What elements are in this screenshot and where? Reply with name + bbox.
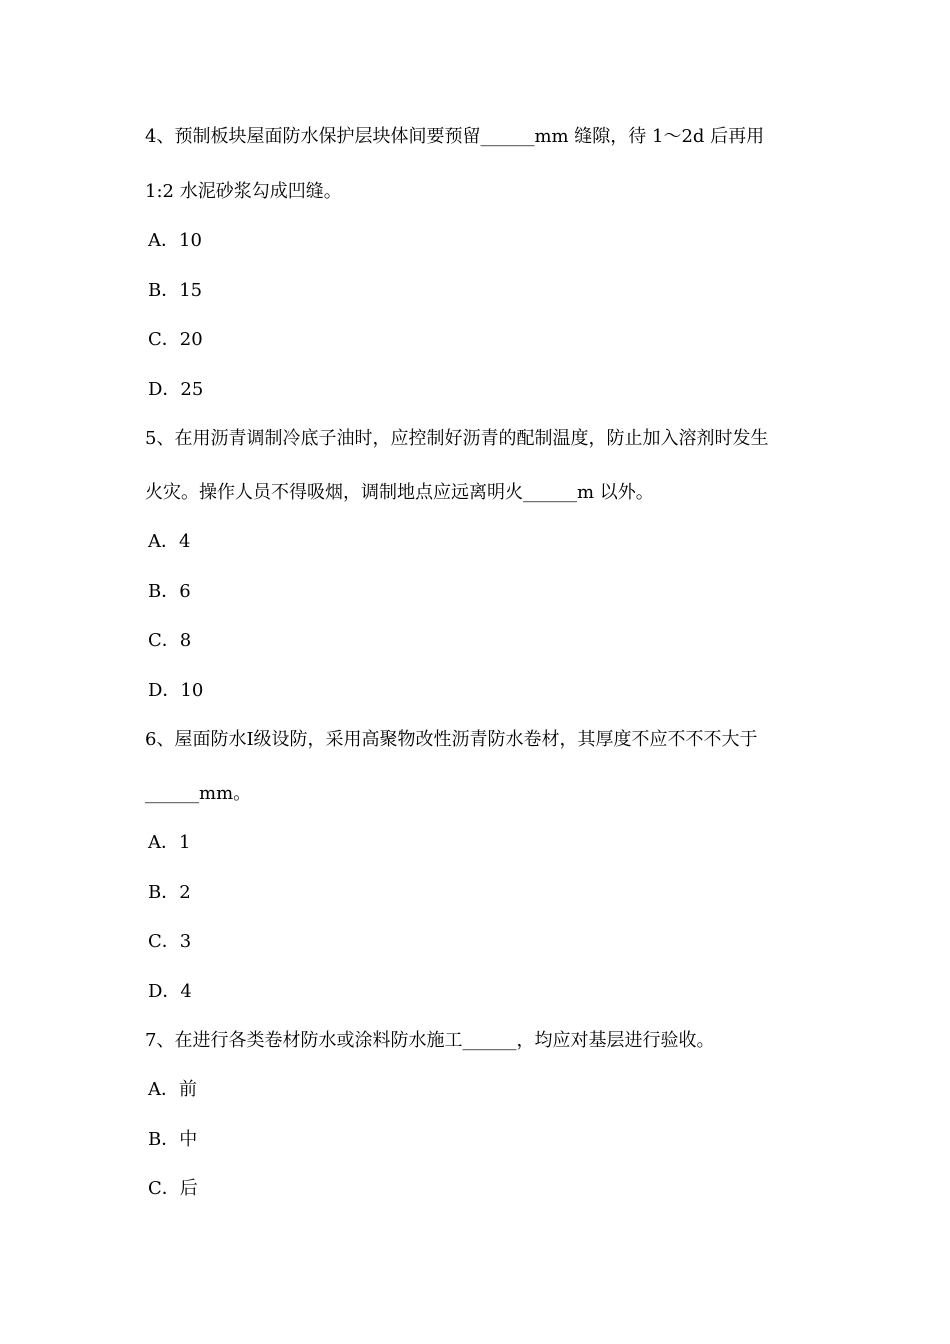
question-7-option-b: B．中 [148,1129,198,1150]
question-5-stem-line-2: 火灾。操作人员不得吸烟，调制地点应远离明火______m 以外。 [145,482,654,503]
question-4-option-a: A．10 [148,230,202,251]
question-5-stem-line-1: 5、在用沥青调制冷底子油时，应控制好沥青的配制温度，防止加入溶剂时发生 [145,428,769,449]
question-4-stem-line-1: 4、预制板块屋面防水保护层块体间要预留______mm 缝隙，待 1～2d 后再用 [145,126,765,147]
question-4-option-c: C．20 [148,329,203,350]
question-5-option-c: C．8 [148,630,192,651]
question-7-option-a: A．前 [148,1079,197,1100]
question-5-option-a: A．4 [148,531,191,552]
question-6-option-c: C．3 [148,931,192,952]
question-4-stem-line-2: 1:2 水泥砂浆勾成凹缝。 [145,181,342,202]
question-5-option-d: D．10 [148,680,204,701]
question-6-option-b: B．2 [148,882,191,903]
question-7-stem-line-1: 7、在进行各类卷材防水或涂料防水施工______，均应对基层进行验收。 [145,1030,715,1051]
question-6-option-d: D．4 [148,981,192,1002]
question-4-option-b: B．15 [148,280,203,301]
question-5-option-b: B．6 [148,581,191,602]
question-6-stem-line-1: 6、屋面防水Ⅰ级设防，采用高聚物改性沥青防水卷材，其厚度不应不不不大于 [145,729,758,750]
question-7-option-c: C．后 [148,1178,198,1199]
question-6-stem-line-2: ______mm。 [145,783,252,804]
question-4-option-d: D．25 [148,379,204,400]
question-6-option-a: A．1 [148,832,191,853]
